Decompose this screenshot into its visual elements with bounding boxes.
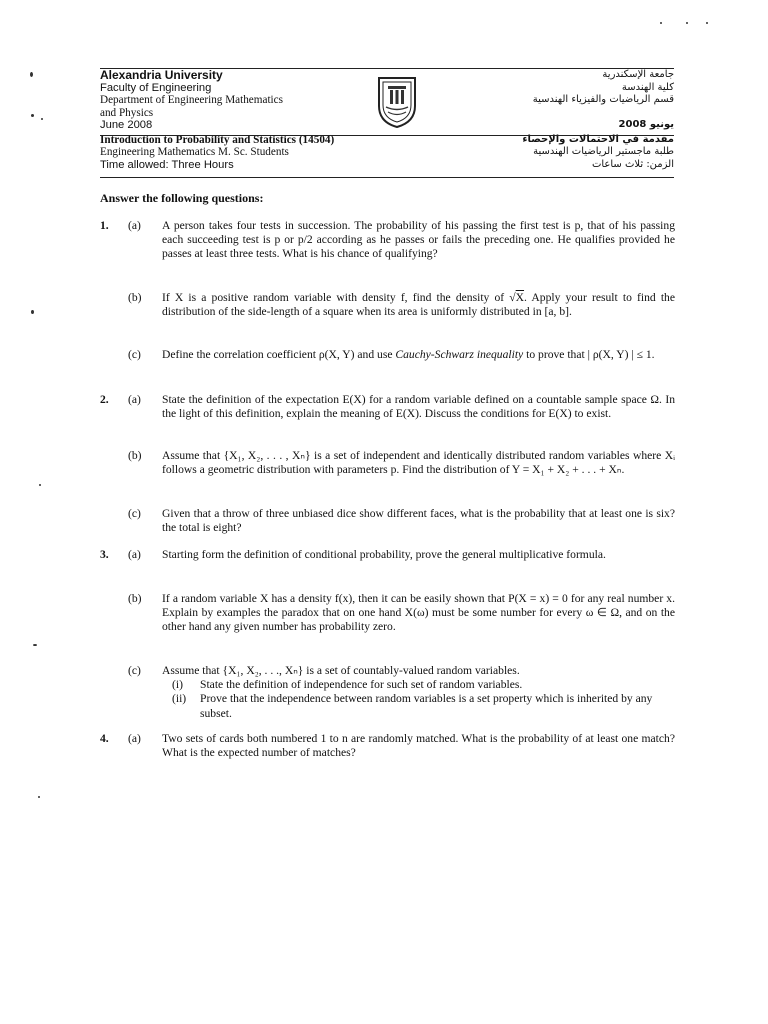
question-3a xyxy=(100,548,675,562)
question-1a xyxy=(100,219,675,262)
question-text: State the definition of the expectation E(X) for a random variable defined on a countable sample space Ω. In the light of this definition, explain the meaning of E(X). Discuss the conditions for E(X) to exist. xyxy=(162,393,675,421)
university-name-ar: جامعة الإسكندرية xyxy=(602,69,674,80)
question-1c xyxy=(100,348,675,362)
question-text: Starting form the definition of conditional probability, prove the general multiplicative formula. xyxy=(162,548,606,561)
department-name-ar: قسم الرياضيات والفيزياء الهندسية xyxy=(532,94,674,105)
exam-date: June 2008 xyxy=(100,119,153,131)
question-number: 1. xyxy=(100,219,109,232)
part-label: (b) xyxy=(128,592,142,605)
course-title-ar: مقدمة في الاحتمالات والإحصاء xyxy=(522,133,674,145)
exam-date-ar: يونيو 2008 xyxy=(618,119,674,130)
sqrt-expression: √X xyxy=(509,291,525,304)
question-2c xyxy=(100,507,675,535)
university-name: Alexandria University xyxy=(100,68,223,82)
time-allowed-ar: الزمن: ثلاث ساعات xyxy=(591,158,674,170)
question-3b xyxy=(100,592,675,635)
part-label: (c) xyxy=(128,348,141,361)
faculty-name: Faculty of Engineering xyxy=(100,81,212,94)
part-label: (a) xyxy=(128,393,141,406)
part-label: (a) xyxy=(128,548,141,561)
header-mid-rule xyxy=(100,135,674,136)
subpart-text: State the definition of independence for such set of random variables. xyxy=(200,678,523,692)
part-label: (c) xyxy=(128,664,141,677)
subpart-i xyxy=(172,678,675,692)
question-text: A person takes four tests in succession. The probability of his passing the first test is p, that of his passing each succeeding test is p or p/2 according as he passes or fails the preceding one. He qualifies provided he passes at least three tests. What is his chance of qualifying? xyxy=(162,219,675,261)
header-bottom-rule xyxy=(100,177,674,178)
faculty-name-ar: كلية الهندسة xyxy=(621,81,674,93)
university-emblem-icon xyxy=(377,74,417,128)
question-text: Assume that {X₁, X₂, . . . , Xₙ} is a set of independent and identically distributed random variables where Xᵢ follows a geometric distribution with parameters p. Find the distribution of Y = X₁ + X₂ + . . . + Xₙ. xyxy=(162,449,675,477)
text-segment: Define the correlation coefficient ρ(X, Y) and use xyxy=(162,348,396,361)
question-text: Assume that {X₁, X₂, . . ., Xₙ} is a set of countably-valued random variables. xyxy=(162,664,520,677)
part-label: (a) xyxy=(128,732,141,745)
question-3c xyxy=(100,664,675,721)
question-text xyxy=(162,291,675,319)
student-group-ar: طلبة ماجستير الرياضيات الهندسية xyxy=(533,146,674,157)
question-number: 3. xyxy=(100,548,109,561)
question-number: 4. xyxy=(100,732,109,745)
question-text: Given that a throw of three unbiased dice show different faces, what is the probability that at least one is six? the total is eight? xyxy=(162,507,675,535)
department-name-cont: and Physics xyxy=(100,106,154,119)
subpart-text: Prove that the independence between random variables is a set property which is inherited by any subset. xyxy=(200,692,653,720)
question-2b xyxy=(100,449,675,477)
sqrt-argument: X xyxy=(515,291,525,304)
italic-term: Cauchy-Schwarz inequality xyxy=(395,348,524,361)
instructions: Answer the following questions: xyxy=(100,191,264,205)
question-number: 2. xyxy=(100,393,109,406)
text-segment: If X is a positive random variable with density f, find the density of xyxy=(162,291,510,304)
subpart-label: (ii) xyxy=(172,692,187,706)
question-text xyxy=(162,348,675,362)
part-label: (a) xyxy=(128,219,141,232)
text-segment: to prove that | ρ(X, Y) | ≤ 1. xyxy=(523,348,655,361)
course-title: Introduction to Probability and Statistics (14504) xyxy=(100,133,335,146)
question-text: Two sets of cards both numbered 1 to n are randomly matched. What is the probability of at least one match? What is the expected number of matches? xyxy=(162,732,675,760)
student-group: Engineering Mathematics M. Sc. Students xyxy=(100,146,289,158)
part-label: (b) xyxy=(128,449,142,462)
text-segment: . Apply your result to find the distribution of the side-length of a square when its area is uniformly distributed in [a, b]. xyxy=(162,291,675,319)
subpart-label: (i) xyxy=(172,678,183,692)
question-1b xyxy=(100,291,675,319)
question-2a xyxy=(100,393,675,421)
time-allowed: Time allowed: Three Hours xyxy=(100,158,234,171)
part-label: (c) xyxy=(128,507,141,520)
question-text: If a random variable X has a density f(x), then it can be easily shown that P(X = x) = 0 for any real number x. Explain by examples the paradox that on one hand X(ω) must be some number for every ω ∈ Ω, and on the other hand any given number has probability zero. xyxy=(162,592,675,634)
department-name: Department of Engineering Mathematics xyxy=(100,94,283,106)
subpart-ii xyxy=(172,692,675,720)
question-4a xyxy=(100,732,675,760)
part-label: (b) xyxy=(128,291,142,304)
